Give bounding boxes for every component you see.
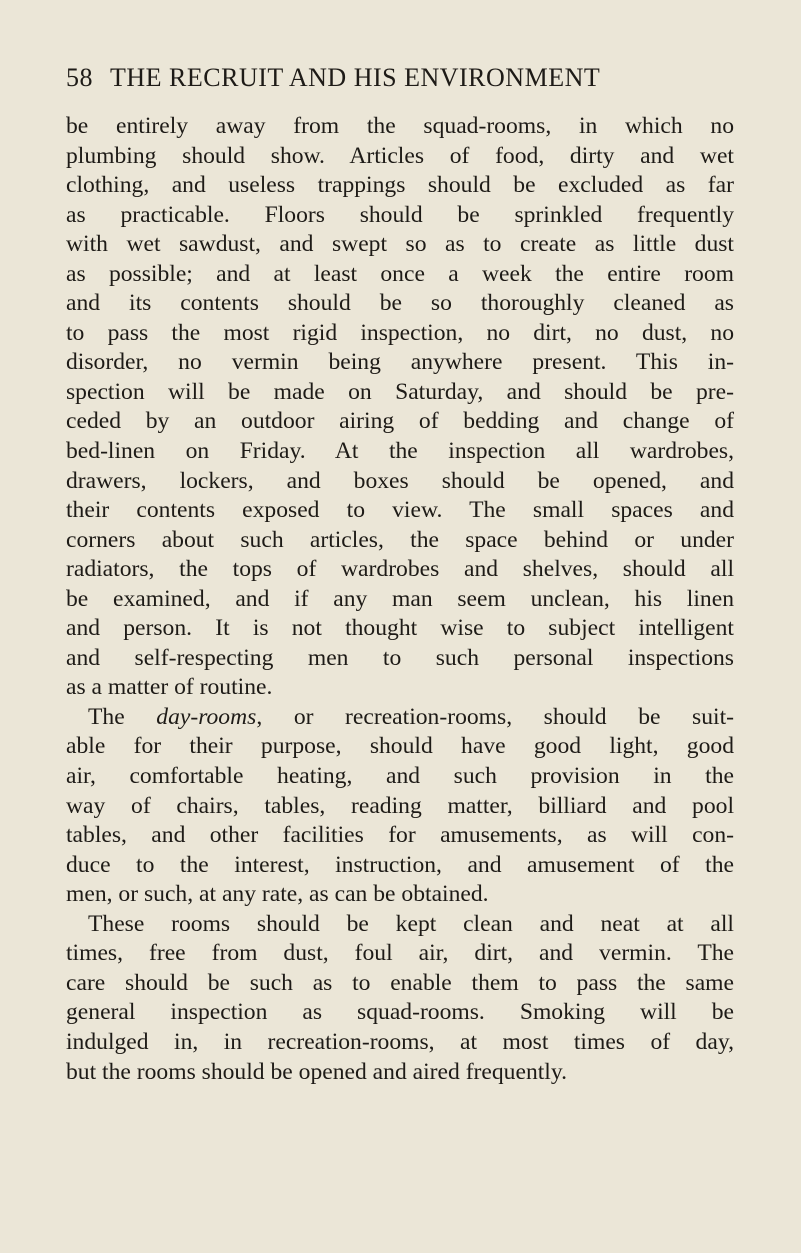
text-line: and self-respecting men to such personal inspections	[66, 644, 734, 671]
text-line: be entirely away from the squad-rooms, in which no	[66, 113, 734, 139]
text-line: men, or such, at any rate, as can be obtained.	[66, 881, 489, 908]
text-line: air, comfortable heating, and such provision in the	[66, 763, 734, 790]
running-title: THE RECRUIT AND HIS ENVIRONMENT	[110, 63, 601, 92]
text-line-first	[66, 703, 734, 733]
text-line: indulged in, in recreation-rooms, at most times of day,	[66, 1028, 734, 1055]
text-line: radiators, the tops of wardrobes and shelves, should all	[66, 556, 734, 583]
text-line: plumbing should show. Articles of food, dirty and wet	[66, 142, 734, 169]
text-line: ceded by an outdoor airing of bedding and change of	[66, 408, 734, 435]
text-line: way of chairs, tables, reading matter, billiard and pool	[66, 792, 734, 819]
text-line: able for their purpose, should have good light, good	[66, 733, 734, 760]
text-line: These rooms should be kept clean and neat at all	[88, 910, 734, 937]
page-number: 58	[66, 63, 93, 92]
text-line: to pass the most rigid inspection, no dirt, no dust, no	[66, 319, 734, 346]
text-line: care should be such as to enable them to pass the same	[66, 969, 734, 996]
page-header	[66, 60, 734, 96]
paragraph-2	[66, 703, 734, 910]
text-line: but the rooms should be opened and aired frequently.	[66, 1058, 568, 1085]
text-line: as practicable. Floors should be sprinkled frequently	[66, 201, 734, 228]
text-line: times, free from dust, foul air, dirt, and vermin. The	[66, 940, 734, 967]
text-line: general inspection as squad-rooms. Smoking will be	[66, 999, 734, 1026]
text-line: with wet sawdust, and swept so as to create as little dust	[66, 231, 734, 258]
text-line: bed-linen on Friday. At the inspection all wardrobes,	[66, 438, 734, 465]
body-text	[66, 112, 734, 1087]
text-line: spection will be made on Saturday, and should be pre-	[66, 378, 734, 405]
text-line: duce to the interest, instruction, and amusement of the	[66, 851, 734, 878]
paragraph-1	[66, 112, 734, 703]
text-line: and its contents should be so thoroughly cleaned as	[66, 290, 734, 317]
text-line: as a matter of routine.	[66, 674, 273, 701]
text-line: and person. It is not thought wise to subject intelligent	[66, 615, 734, 642]
text-line: tables, and other facilities for amusements, as will con-	[66, 822, 734, 849]
text-run: , or recreation-rooms, should be suit-	[256, 703, 734, 730]
italic-term: day-rooms	[156, 703, 257, 730]
text-line: disorder, no vermin being anywhere present. This in-	[66, 349, 734, 376]
text-line: corners about such articles, the space behind or under	[66, 526, 734, 553]
text-line: as possible; and at least once a week the entire room	[66, 260, 734, 287]
text-line: drawers, lockers, and boxes should be opened, and	[66, 467, 734, 494]
text-line: clothing, and useless trappings should be excluded as far	[66, 172, 734, 199]
paragraph-3	[66, 910, 734, 1087]
text-line: their contents exposed to view. The small spaces and	[66, 497, 734, 524]
text-line: be examined, and if any man seem unclean, his linen	[66, 585, 734, 612]
text-run: The	[88, 703, 157, 730]
